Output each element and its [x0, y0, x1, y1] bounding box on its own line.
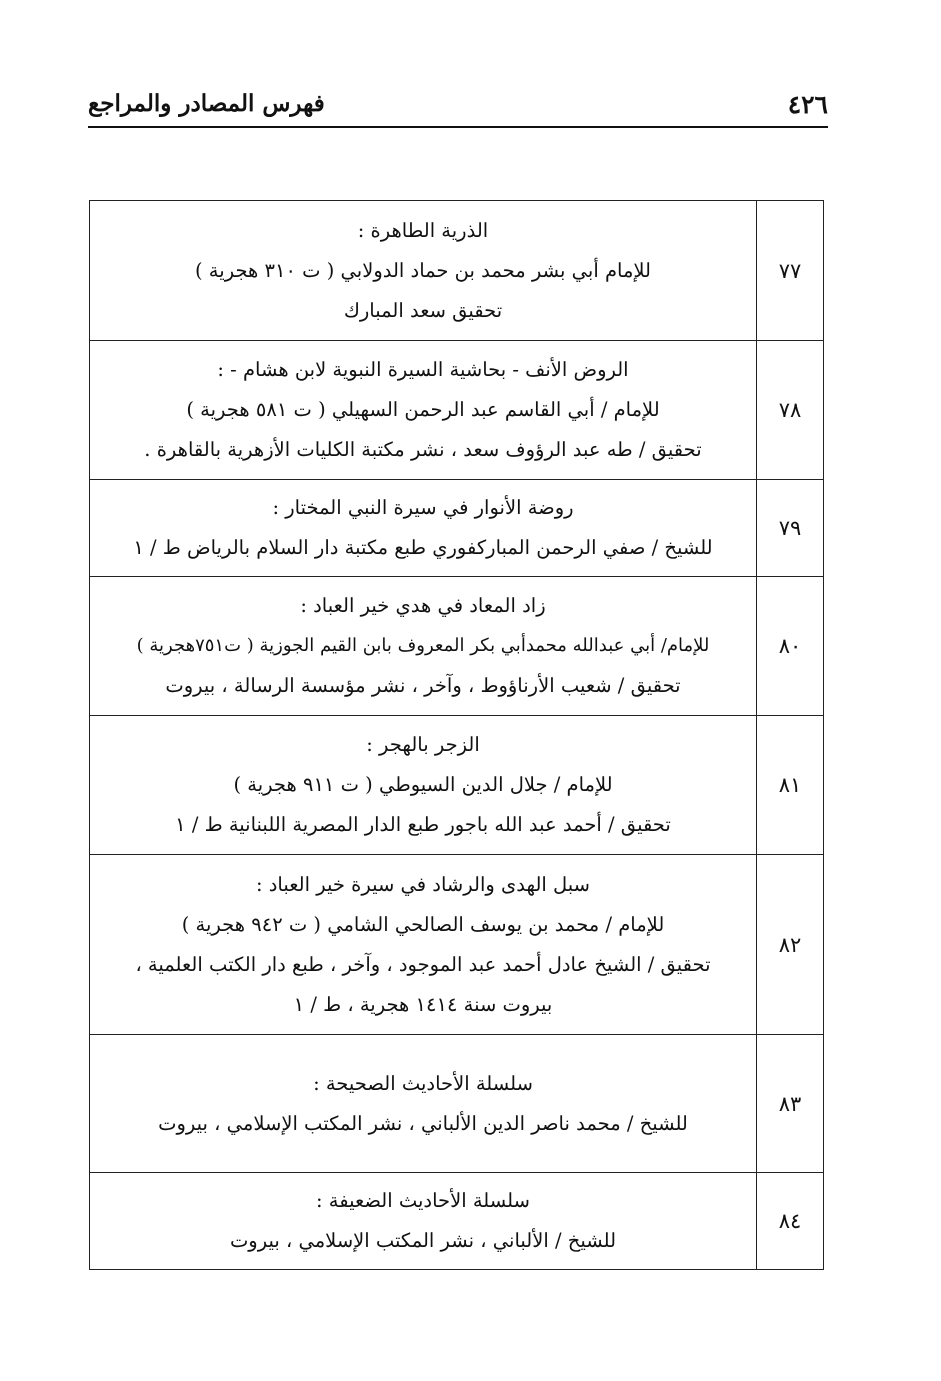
reference-author: للإمام / محمد بن يوسف الصالحي الشامي ( ت ٩٤٢ هجرية ) [181, 912, 665, 936]
reference-edition: تحقيق سعد المبارك [343, 298, 503, 322]
reference-publication: بيروت سنة ١٤١٤ هجرية ، ط / ١ [293, 992, 553, 1016]
reference-row [90, 1173, 824, 1270]
reference-row [90, 855, 824, 1035]
reference-content [90, 201, 757, 341]
reference-row [90, 341, 824, 480]
reference-title: سلسلة الأحاديث الصحيحة : [313, 1071, 533, 1095]
reference-title: زاد المعاد في هدي خير العباد : [300, 594, 546, 617]
reference-title: سلسلة الأحاديث الضعيفة : [316, 1189, 530, 1212]
reference-content [90, 577, 757, 716]
reference-row [90, 1035, 824, 1173]
reference-number: ٨٢ [757, 855, 824, 1035]
reference-number: ٨٠ [757, 577, 824, 716]
reference-content [90, 855, 757, 1035]
reference-content [90, 341, 757, 480]
references-table [89, 200, 824, 1270]
reference-row [90, 577, 824, 716]
reference-author: للشيخ / محمد ناصر الدين الألباني ، نشر المكتب الإسلامي ، بيروت [158, 1111, 688, 1135]
reference-edition: تحقيق / أحمد عبد الله باجور طبع الدار المصرية اللبنانية ط / ١ [175, 813, 671, 836]
reference-content [90, 480, 757, 577]
reference-title: روضة الأنوار في سيرة النبي المختار : [272, 496, 574, 519]
reference-edition: تحقيق / شعيب الأرناؤوط ، وآخر ، نشر مؤسسة الرسالة ، بيروت [165, 674, 681, 697]
reference-content [90, 1035, 757, 1173]
reference-author: للإمام أبي بشر محمد بن حماد الدولابي ( ت ٣١٠ هجرية ) [195, 258, 651, 282]
reference-title: الروض الأنف - بحاشية السيرة النبوية لابن هشام - : [217, 358, 629, 381]
running-title: فهرس المصادر والمراجع [88, 90, 325, 117]
reference-number: ٨١ [757, 716, 824, 855]
reference-number: ٨٣ [757, 1035, 824, 1173]
reference-content [90, 716, 757, 855]
reference-content [90, 1173, 757, 1270]
page-header [88, 80, 828, 128]
reference-author: للإمام / أبي القاسم عبد الرحمن السهيلي ( ت ٥٨١ هجرية ) [186, 398, 660, 421]
reference-number: ٧٧ [757, 201, 824, 341]
reference-row [90, 480, 824, 577]
reference-edition: تحقيق / طه عبد الرؤوف سعد ، نشر مكتبة الكليات الأزهرية بالقاهرة . [144, 438, 702, 461]
reference-number: ٧٩ [757, 480, 824, 577]
reference-number: ٧٨ [757, 341, 824, 480]
page-number: ٤٢٦ [787, 90, 828, 119]
reference-author: للشيخ / الألباني ، نشر المكتب الإسلامي ، بيروت [229, 1229, 617, 1252]
reference-row [90, 716, 824, 855]
reference-author: للشيخ / صفي الرحمن المباركفوري طبع مكتبة دار السلام بالرياض ط / ١ [133, 536, 713, 559]
reference-title: الذرية الطاهرة : [357, 218, 489, 242]
reference-author: للإمام/ أبي عبدالله محمدأبي بكر المعروف بابن القيم الجوزية ( ت٧٥١هجرية ) [136, 635, 710, 656]
reference-edition: تحقيق / الشيخ عادل أحمد عبد الموجود ، وآخر ، طبع دار الكتب العلمية ، [135, 952, 711, 976]
reference-author: للإمام / جلال الدين السيوطي ( ت ٩١١ هجرية ) [233, 773, 613, 796]
reference-title: الزجر بالهجر : [366, 733, 480, 756]
reference-title: سبل الهدى والرشاد في سيرة خير العباد : [255, 872, 591, 896]
reference-number: ٨٤ [757, 1173, 824, 1270]
reference-row [90, 201, 824, 341]
